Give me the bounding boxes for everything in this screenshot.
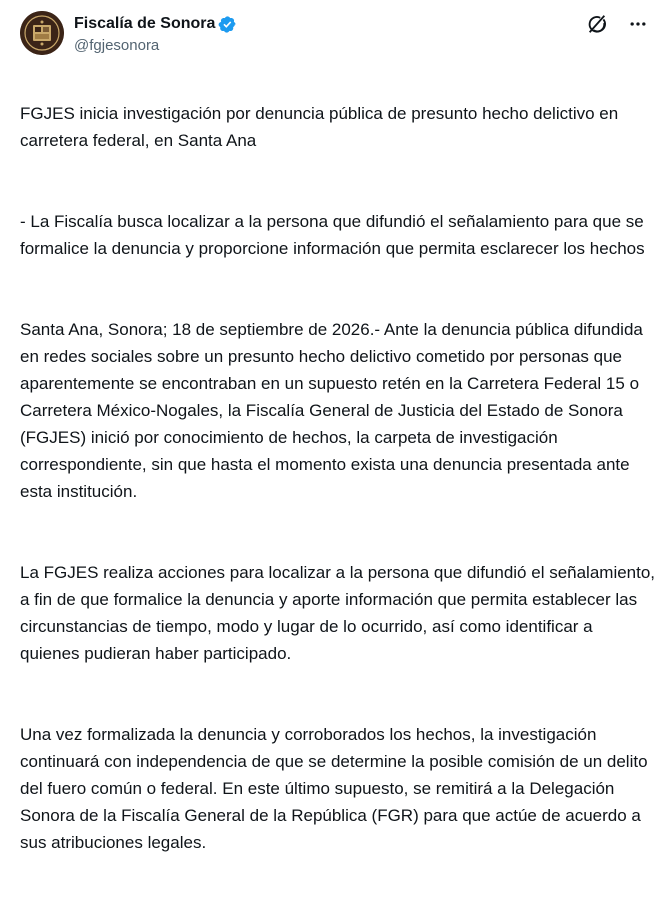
display-name[interactable]: Fiscalía de Sonora	[74, 15, 216, 32]
grok-icon[interactable]	[586, 13, 608, 35]
post-paragraph: Una vez formalizada la denuncia y corroborados los hechos, la investigación continuará con independencia de que se determine la posible comisión de un delito del fuero común o federal. En este último supuesto, se remitirá a la Delegación Sonora de la Fiscalía General de la República (FGR) para que actúe de acuerdo a sus atribuciones legales.	[20, 725, 648, 852]
fiscalia-seal-logo	[20, 11, 64, 55]
post-paragraph: La FGJES realiza acciones para localizar a la persona que difundió el señalamiento, a fin de que formalice la denuncia y aporte información que permita establecer las circunstancias de tiempo, modo y lugar de lo ocurrido, así como identificar a quienes pudieran haber participado.	[20, 563, 656, 663]
account-names	[74, 13, 237, 54]
post-header	[20, 11, 648, 59]
post-subheadline: - La Fiscalía busca localizar a la persona que difundió el señalamiento para que se formalice la denuncia y proporcione información que permita esclarecer los hechos	[20, 212, 645, 258]
post-text	[20, 73, 656, 910]
post-headline: FGJES inicia investigación por denuncia pública de presunto hecho delictivo en carretera federal, en Santa Ana	[20, 104, 619, 150]
verified-badge-icon[interactable]	[218, 15, 237, 34]
account-handle[interactable]: @fgjesonora	[74, 37, 160, 54]
header-actions	[586, 13, 648, 35]
more-options-icon[interactable]	[628, 14, 648, 34]
post-paragraph: Santa Ana, Sonora; 18 de septiembre de 2026.- Ante la denuncia pública difundida en redes sociales sobre un presunto hecho delictivo cometido por personas que aparentemente se encontraban en un supuesto retén en la Carretera Federal 15 o Carretera México-Nogales, la Fiscalía General de Justicia del Estado de Sonora (FGJES) inició por conocimiento de hechos, la carpeta de investigación correspondiente, sin que hasta el momento exista una denuncia presentada ante esta institución.	[20, 320, 643, 501]
avatar[interactable]	[20, 11, 64, 55]
